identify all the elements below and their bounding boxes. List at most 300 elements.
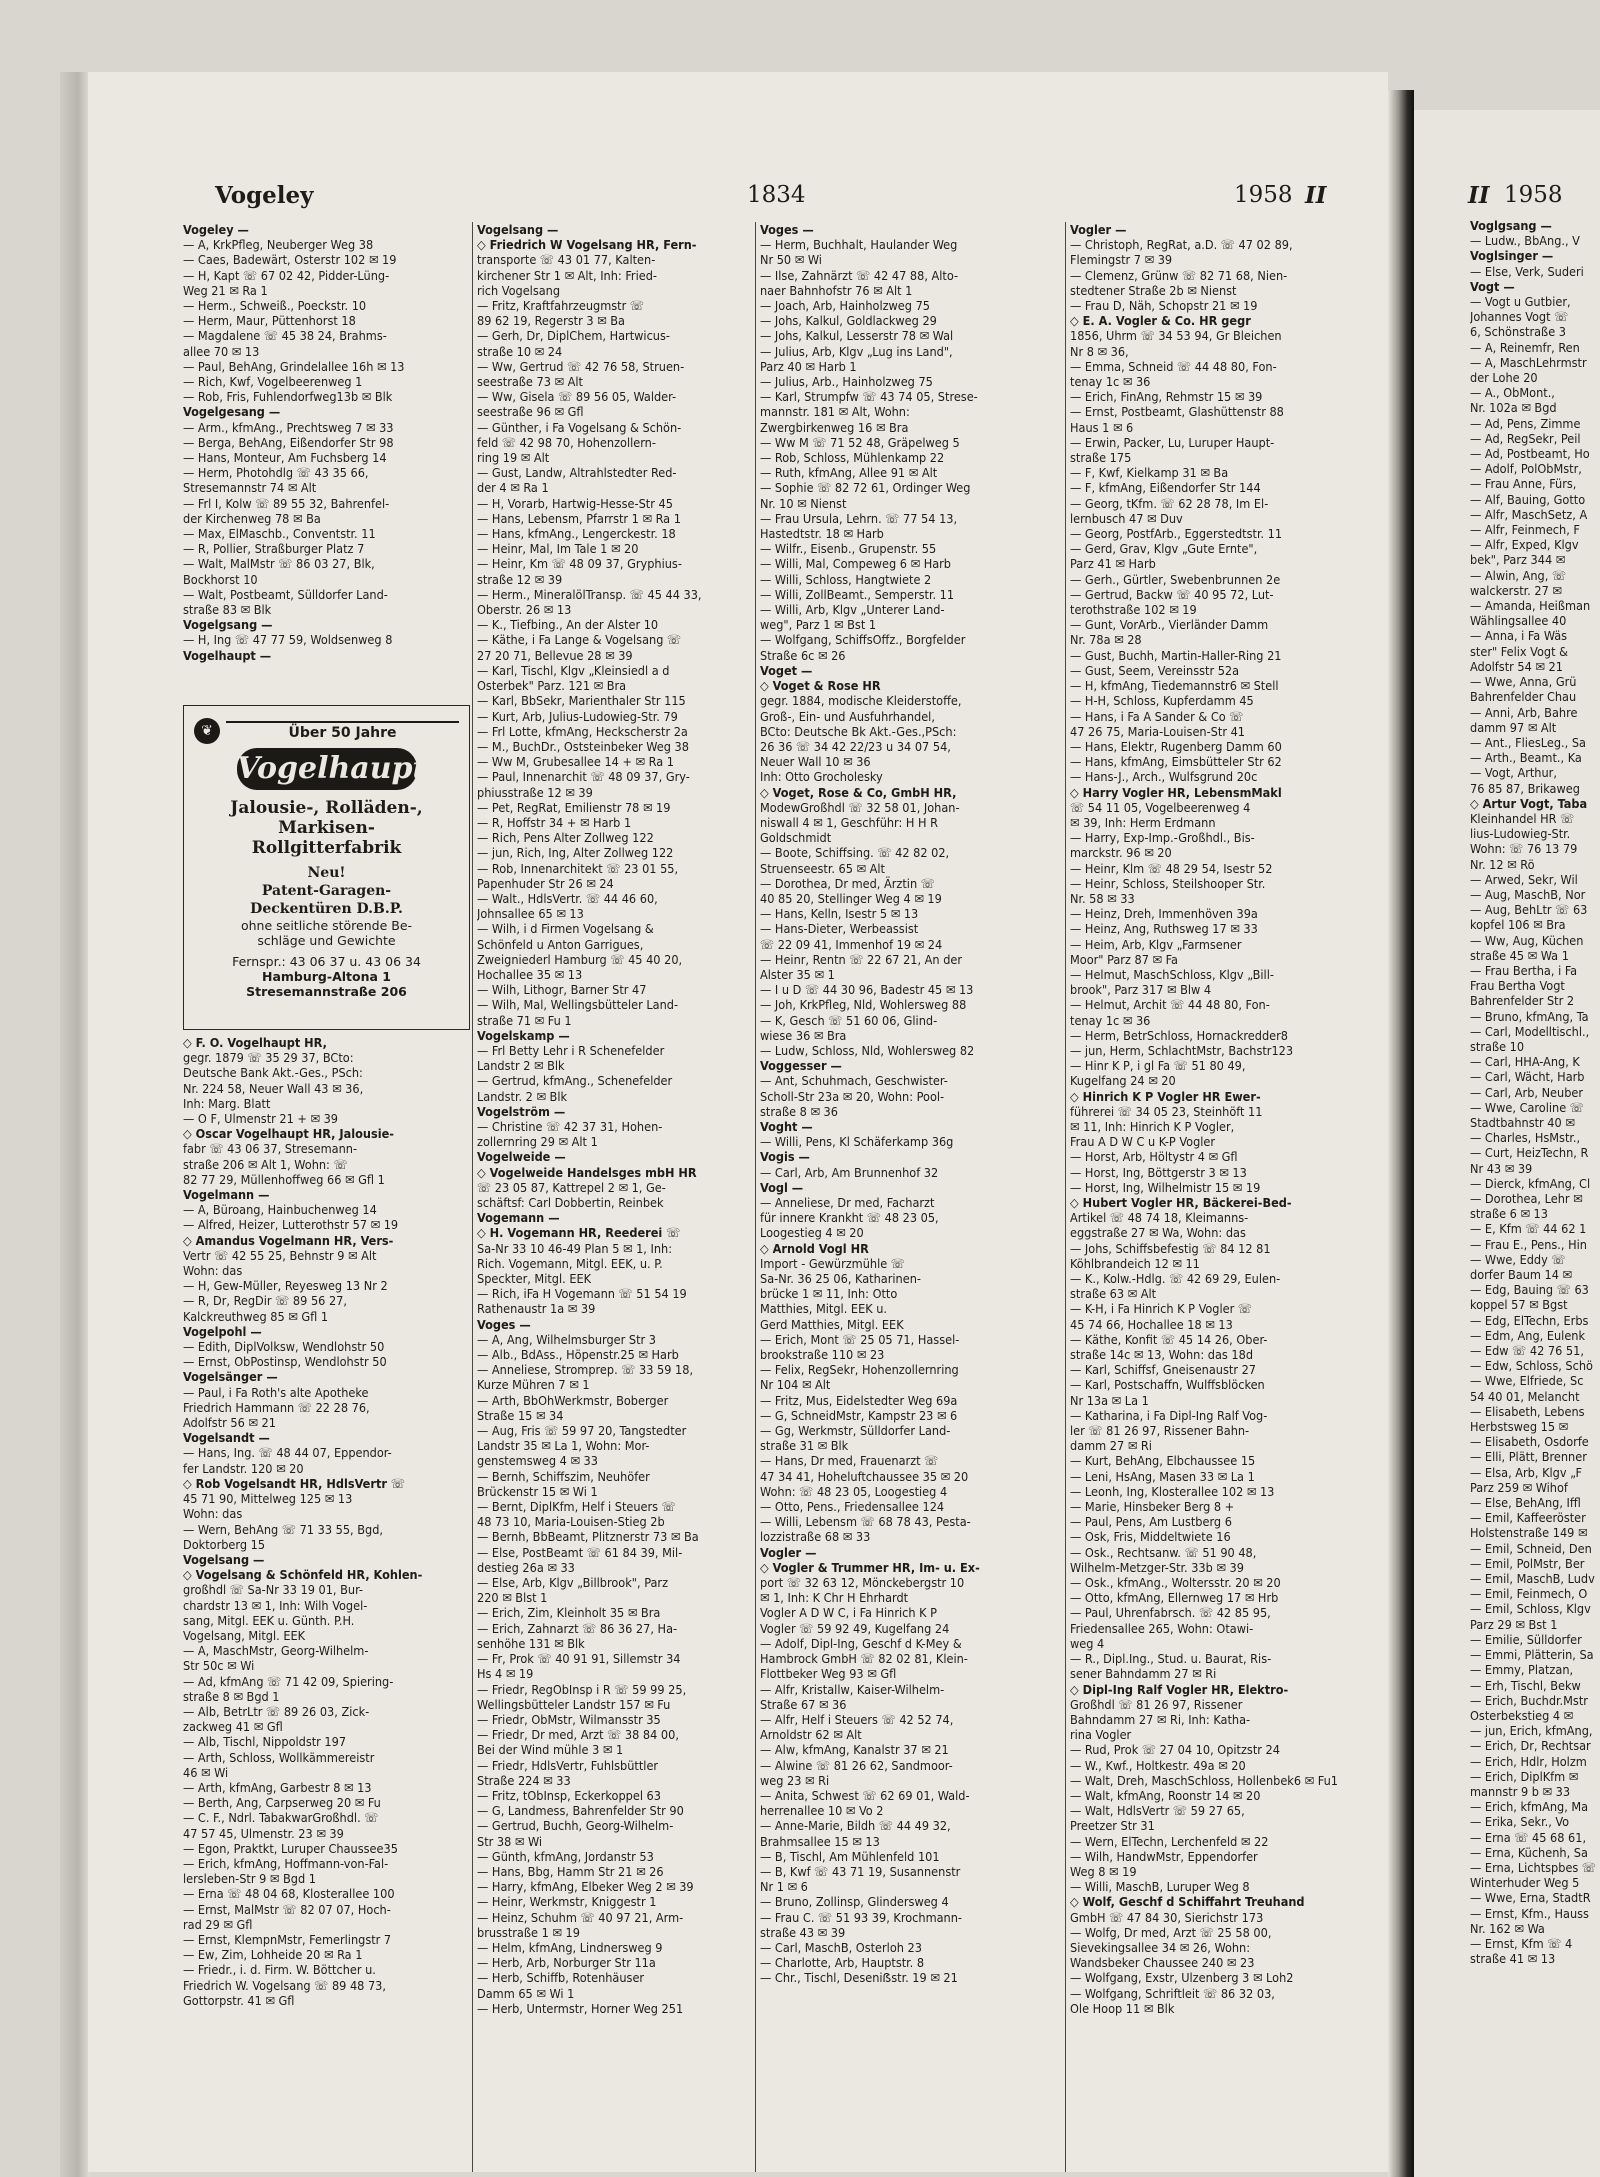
- directory-entry-line: — Hans, Elektr, Rugenberg Damm 60: [1070, 738, 1282, 754]
- directory-entry-line: mannstr 9 b ✉ 33: [1470, 1783, 1571, 1799]
- directory-entry-line: genstemsweg 4 ✉ 33: [477, 1453, 598, 1469]
- directory-entry-line: — Karl, Postschaffn, Wulffsblöcken: [1070, 1377, 1265, 1393]
- directory-entry-line: — Erwin, Packer, Lu, Luruper Haupt-: [1070, 434, 1275, 450]
- directory-entry-line: Nr 104 ✉ Alt: [760, 1377, 831, 1393]
- directory-entry-line: — Felix, RegSekr, Hohenzollernring: [760, 1362, 959, 1378]
- directory-entry-line: — Wilh, HandwMstr, Eppendorfer: [1070, 1848, 1258, 1864]
- directory-entry-line: — Alfr, MaschSetz, A: [1470, 506, 1588, 522]
- directory-entry-line: — Edith, DiplVolksw, Wendlohstr 50: [183, 1339, 385, 1355]
- directory-entry-line: — Carl, Arb, Am Brunnenhof 32: [760, 1164, 939, 1180]
- directory-entry-line: Straße 15 ✉ 34: [477, 1407, 564, 1423]
- directory-entry-line: — M., BuchDr., Oststeinbeker Weg 38: [477, 738, 689, 754]
- directory-entry-line: Vogelpohl —: [183, 1323, 262, 1339]
- directory-entry-line: — Rob, Fris, Fuhlendorfweg13b ✉ Blk: [183, 389, 393, 405]
- directory-entry-line: für innere Krankht ☏ 48 23 05,: [760, 1210, 939, 1226]
- directory-entry-line: — Herm., MineralölTransp. ☏ 45 44 33,: [477, 586, 702, 602]
- directory-entry-line: Flemingstr 7 ✉ 39: [1070, 252, 1173, 268]
- directory-entry-line: bek", Parz 344 ✉: [1470, 552, 1566, 568]
- directory-entry-line: Preetzer Str 31: [1070, 1818, 1155, 1834]
- directory-entry-line: feld ☏ 42 98 70, Hohenzollern-: [477, 434, 656, 450]
- directory-entry-line: — Käthe, i Fa Lange & Vogelsang ☏: [477, 632, 682, 648]
- directory-entry-line: Wandsbeker Chaussee 240 ✉ 23: [1070, 1955, 1255, 1971]
- directory-entry-line: — Frl Betty Lehr i R Schenefelder: [477, 1042, 665, 1058]
- directory-entry-line: Voglsinger —: [1470, 248, 1554, 264]
- directory-entry-line: ◇ Artur Vogt, Taba: [1470, 795, 1588, 811]
- directory-entry-line: Vogis —: [760, 1149, 810, 1165]
- directory-entry-line: Vogler ☏ 59 92 49, Kugelfang 24: [760, 1620, 950, 1636]
- directory-entry-line: Vogler —: [1070, 222, 1127, 237]
- directory-entry-line: — Else, Verk, Suderi: [1470, 263, 1584, 279]
- directory-entry-line: destieg 26a ✉ 33: [477, 1559, 575, 1575]
- directory-entry-line: — Frau C. ☏ 51 93 39, Krochmann-: [760, 1909, 962, 1925]
- directory-entry-line: — Heinr, Werkmstr, Kniggestr 1: [477, 1894, 657, 1910]
- directory-entry-line: straße 41 ✉ 13: [1470, 1951, 1556, 1967]
- directory-entry-line: straße 63 ✉ Alt: [1070, 1286, 1157, 1302]
- directory-entry-line: führerei ☏ 34 05 23, Steinhöft 11: [1070, 1103, 1263, 1119]
- directory-entry-line: lius-Ludowieg-Str.: [1470, 826, 1571, 842]
- directory-entry-line: dorfer Baum 14 ✉: [1470, 1267, 1573, 1283]
- directory-entry-line: Import - Gewürzmühle ☏: [760, 1255, 905, 1271]
- directory-entry-line: — Emil, Feinmech, O: [1470, 1586, 1588, 1602]
- directory-entry-line: — Wilfr., Eisenb., Grupenstr. 55: [760, 541, 937, 557]
- directory-entry-line: Loogestieg 4 ✉ 20: [760, 1225, 864, 1241]
- directory-entry-line: Johannes Vogt ☏: [1470, 309, 1569, 325]
- directory-entry-line: — Elsa, Arb, Klgv „F: [1470, 1464, 1583, 1480]
- directory-entry-line: weg 4: [1070, 1635, 1105, 1651]
- directory-entry-line: — A, MaschLehrmstr: [1470, 354, 1587, 370]
- directory-entry-line: — Hans, Lebensm, Pfarrstr 1 ✉ Ra 1: [477, 510, 681, 526]
- directory-entry-line: — Heinr, Km ☏ 48 09 37, Gryphius-: [477, 556, 682, 572]
- directory-entry-line: — O F, Ulmenstr 21 + ✉ 39: [183, 1111, 338, 1127]
- directory-entry-line: — Paul, i Fa Roth's alte Apotheke: [183, 1384, 369, 1400]
- directory-entry-line: Bahrenfelder Chau: [1470, 689, 1577, 705]
- directory-entry-line: ler ☏ 81 26 97, Rissener Bahn-: [1070, 1423, 1250, 1439]
- directory-entry-line: — A, KrkPfleg, Neuberger Weg 38: [183, 237, 374, 253]
- directory-entry-line: Vogelsänger —: [183, 1369, 278, 1385]
- directory-entry-line: rich Vogelsang: [477, 282, 561, 298]
- directory-entry-line: — Horst, Ing, Böttgerstr 3 ✉ 13: [1070, 1164, 1247, 1180]
- directory-entry-line: — K., Kolw.-Hdlg. ☏ 42 69 29, Eulen-: [1070, 1271, 1281, 1287]
- directory-entry-line: straße 83 ✉ Blk: [183, 602, 272, 618]
- directory-entry-line: Sa-Nr 33 10 46-49 Plan 5 ✉ 1, Inh:: [477, 1240, 673, 1256]
- directory-entry-line: — F, kfmAng, Eißendorfer Str 144: [1070, 480, 1261, 496]
- directory-entry-line: Vertr ☏ 42 55 25, Behnstr 9 ✉ Alt: [183, 1247, 377, 1263]
- directory-entry-line: — Paul, BehAng, Grindelallee 16h ✉ 13: [183, 358, 405, 374]
- directory-entry-line: eggstraße 27 ✉ Wa, Wohn: das: [1070, 1225, 1246, 1241]
- directory-entry-line: — Ew, Zim, Lohheide 20 ✉ Ra 1: [183, 1947, 363, 1963]
- directory-entry-line: Zwergbirkenweg 16 ✉ Bra: [760, 419, 909, 435]
- directory-entry-line: — Alb, BetrLtr ☏ 89 26 03, Zick-: [183, 1703, 370, 1719]
- directory-entry-line: — Erika, Sekr., Vo: [1470, 1814, 1570, 1830]
- directory-entry-line: — Herm., Schweiß., Poeckstr. 10: [183, 298, 367, 314]
- directory-entry-line: — Gust, Seem, Vereinsstr 52a: [1070, 662, 1240, 678]
- directory-entry-line: Vogt —: [1470, 278, 1515, 294]
- running-head: Vogeley: [215, 182, 314, 209]
- directory-entry-line: Str 50c ✉ Wi: [183, 1658, 255, 1674]
- directory-entry-line: Wellingsbütteler Landstr 157 ✉ Fu: [477, 1696, 671, 1712]
- directory-entry-line: — Herm, BetrSchloss, Hornackredder8: [1070, 1027, 1288, 1043]
- directory-entry-line: — Wwe, Eddy ☏: [1470, 1251, 1566, 1267]
- directory-entry-line: — Frl I, Kolw ☏ 89 55 32, Bahrenfel-: [183, 495, 390, 511]
- directory-entry-line: — Willi, ZollBeamt., Semperstr. 11: [760, 586, 955, 602]
- directory-entry-line: BCto: Deutsche Bk Akt.-Ges.,PSch:: [760, 723, 957, 739]
- directory-entry-line: 47 34 41, Hoheluftchaussee 35 ✉ 20: [760, 1468, 969, 1484]
- directory-entry-line: straße 10: [1470, 1038, 1525, 1054]
- directory-entry-line: 46 ✉ Wi: [183, 1764, 229, 1780]
- directory-entry-line: — Kurt, BehAng, Elbchaussee 15: [1070, 1453, 1256, 1469]
- directory-entry-line: Groß-, Ein- und Ausfuhrhandel,: [760, 708, 935, 724]
- directory-entry-line: — Heim, Arb, Klgv „Farmsener: [1070, 936, 1242, 952]
- directory-entry-line: Vogelmann —: [183, 1187, 270, 1203]
- column-rule: [472, 222, 473, 2172]
- directory-entry-line: 89 62 19, Regerstr 3 ✉ Ba: [477, 313, 625, 329]
- directory-entry-line: allee 70 ✉ 13: [183, 343, 260, 359]
- directory-entry-line: — Carl, HHA-Ang, K: [1470, 1054, 1580, 1070]
- directory-entry-line: seestraße 96 ✉ Gfl: [477, 404, 584, 420]
- directory-entry-line: zackweg 41 ✉ Gfl: [183, 1719, 283, 1735]
- directory-entry-line: — Ad, Postbeamt, Ho: [1470, 446, 1590, 462]
- directory-entry-line: Nr. 12 ✉ Rö: [1470, 856, 1535, 872]
- directory-entry-line: lernbusch 47 ✉ Duv: [1070, 510, 1183, 526]
- directory-entry-line: seestraße 73 ✉ Alt: [477, 374, 583, 390]
- directory-entry-line: Kugelfang 24 ✉ 20: [1070, 1073, 1176, 1089]
- directory-entry-line: — Hinr K P, i gl Fa ☏ 51 80 49,: [1070, 1058, 1246, 1074]
- entries-column-2: [477, 222, 753, 2016]
- directory-entry-line: — Hans, kfmAng., Lengerckestr. 18: [477, 526, 676, 542]
- directory-entry-line: — Anna, i Fa Wäs: [1470, 628, 1568, 644]
- volume-number: II: [1305, 182, 1327, 209]
- directory-entry-line: Adolfstr 54 ✉ 21: [1470, 658, 1563, 674]
- directory-entry-line: Adolfstr 56 ✉ 21: [183, 1415, 276, 1431]
- directory-entry-line: — Heinr, Rentn ☏ 22 67 21, An der: [760, 951, 963, 967]
- directory-entry-line: — Adolf, Dipl-Ing, Geschf d K-Mey &: [760, 1635, 962, 1651]
- directory-entry-line: — Erich, Hdlr, Holzm: [1470, 1753, 1587, 1769]
- directory-entry-line: — Emil, MaschB, Ludv: [1470, 1571, 1595, 1587]
- directory-entry-line: — Otto, Pens., Friedensallee 124: [760, 1499, 945, 1515]
- directory-entry-line: — Erich, Buchdr.Mstr: [1470, 1692, 1588, 1708]
- directory-entry-line: — Fritz, Kraftfahrzeugmstr ☏: [477, 298, 645, 314]
- directory-entry-line: straße 14c ✉ 13, Wohn: das 18d: [1070, 1347, 1254, 1363]
- directory-entry-line: — Erich, Zahnarzt ☏ 86 36 27, Ha-: [477, 1620, 678, 1636]
- directory-entry-line: — Edg, ElTechn, Erbs: [1470, 1312, 1589, 1328]
- directory-entry-line: Johnsallee 65 ✉ 13: [477, 906, 584, 922]
- directory-entry-line: — Clemenz, Grünw ☏ 82 71 68, Nien-: [1070, 267, 1288, 283]
- directory-entry-line: — Ww M ☏ 71 52 48, Gräpelweg 5: [760, 434, 960, 450]
- directory-entry-line: — Karl, BbSekr, Marienthaler Str 115: [477, 693, 686, 709]
- directory-entry-line: Vogelström —: [477, 1103, 566, 1119]
- directory-entry-line: Vogler A D W C, i Fa Hinrich K P: [760, 1605, 938, 1621]
- directory-entry-line: Frau A D W C u K-P Vogler: [1070, 1134, 1216, 1150]
- directory-entry-line: ◇ Voget & Rose HR: [760, 678, 881, 694]
- directory-entry-line: — Heinz, Ang, Ruthsweg 17 ✉ 33: [1070, 921, 1258, 937]
- directory-entry-line: schäftsf: Carl Dobbertin, Reinbek: [477, 1195, 664, 1210]
- directory-entry-line: — W., Kwf., Holtkestr. 49a ✉ 20: [1070, 1757, 1246, 1773]
- directory-entry-line: — Ad, Pens, Zimme: [1470, 415, 1581, 431]
- directory-entry-line: der Lohe 20: [1470, 370, 1538, 386]
- directory-entry-line: Bahrenfelder Str 2: [1470, 993, 1575, 1009]
- directory-entry-line: — Else, BehAng, Iffl: [1470, 1495, 1581, 1511]
- directory-entry-line: — Willi, Pens, Kl Schäferkamp 36g: [760, 1134, 954, 1150]
- directory-entry-line: Flottbeker Weg 93 ✉ Gfl: [760, 1666, 897, 1682]
- directory-entry-line: Brückenstr 15 ✉ Wi 1: [477, 1483, 598, 1499]
- directory-entry-line: — Julius, Arb., Hainholzweg 75: [760, 374, 933, 390]
- directory-entry-line: — Paul, Pens, Am Lustberg 6: [1070, 1514, 1232, 1530]
- next-page-volume: II: [1468, 182, 1490, 209]
- directory-entry-line: — Ww, Gertrud ☏ 42 76 58, Struen-: [477, 358, 685, 374]
- directory-entry-line: — Chr., Tischl, Deseniẞstr. 19 ✉ 21: [760, 1970, 958, 1986]
- directory-entry-line: brookstraße 110 ✉ 23: [760, 1347, 885, 1363]
- directory-entry-line: — Ernst, MalMstr ☏ 82 07 07, Hoch-: [183, 1901, 391, 1917]
- directory-entry-line: — Willi, Mal, Compeweg 6 ✉ Harb: [760, 556, 952, 572]
- directory-entry-line: — Alw, kfmAng, Kanalstr 37 ✉ 21: [760, 1742, 949, 1758]
- directory-entry-line: Friedrich W. Vogelsang ☏ 89 48 73,: [183, 1977, 386, 1993]
- ad-line: Rollgitterfabrik: [251, 838, 402, 858]
- directory-entry-line: — Curt, HeizTechn, R: [1470, 1145, 1589, 1161]
- directory-entry-line: — Gertrud, Backw ☏ 40 95 72, Lut-: [1070, 586, 1274, 602]
- directory-entry-line: straße 8 ✉ Bgd 1: [183, 1688, 280, 1704]
- directory-entry-line: — Ad, RegSekr, Peil: [1470, 430, 1581, 446]
- directory-entry-line: Hastedtstr. 18 ✉ Harb: [760, 526, 884, 542]
- directory-entry-line: — Alf, Bauing, Gotto: [1470, 491, 1586, 507]
- directory-entry-line: — Wolfgang, SchiffsOffz., Borgfelder: [760, 632, 966, 648]
- directory-entry-line: ☏ 22 09 41, Immenhof 19 ✉ 24: [760, 936, 943, 952]
- directory-entry-line: — Adolf, PolObMstr,: [1470, 461, 1582, 477]
- directory-entry-line: 40 85 20, Stellinger Weg 4 ✉ 19: [760, 890, 942, 906]
- directory-entry-line: — Joach, Arb, Hainholzweg 75: [760, 298, 930, 314]
- directory-entry-line: kirchener Str 1 ✉ Alt, Inh: Fried-: [477, 267, 657, 283]
- directory-entry-line: — Katharina, i Fa Dipl-Ing Ralf Vog-: [1070, 1407, 1268, 1423]
- directory-entry-line: — Else, Arb, Klgv „Billbrook", Parz: [477, 1575, 669, 1591]
- directory-entry-line: — Friedr, HdlsVertr, Fuhlsbüttler: [477, 1757, 659, 1773]
- directory-entry-line: — Wilh, Mal, Wellingsbütteler Land-: [477, 997, 679, 1013]
- directory-entry-line: Inh: Otto Grocholesky: [760, 769, 883, 785]
- directory-entry-line: Nr 13a ✉ La 1: [1070, 1392, 1149, 1408]
- directory-entry-line: — G, SchneidMstr, Kampstr 23 ✉ 6: [760, 1407, 958, 1423]
- directory-entry-line: Nr. 10 ✉ Nienst: [760, 495, 847, 511]
- directory-entry-line: — Elisabeth, Lebens: [1470, 1403, 1585, 1419]
- directory-entry-line: — Rud, Prok ☏ 27 04 10, Opitzstr 24: [1070, 1742, 1280, 1758]
- directory-entry-line: — Amanda, Heißman: [1470, 598, 1591, 614]
- directory-entry-line: Kalckreuthweg 85 ✉ Gfl 1: [183, 1308, 329, 1324]
- directory-entry-line: — Anneliese, Dr med, Facharzt: [760, 1195, 935, 1210]
- directory-entry-line: Vogelsang —: [183, 1551, 265, 1567]
- directory-entry-line: — Aug, BehLtr ☏ 63: [1470, 902, 1588, 918]
- directory-entry-line: ✉ 11, Inh: Hinrich K P Vogler,: [1070, 1118, 1235, 1134]
- directory-entry-line: Parz 40 ✉ Harb 1: [760, 358, 857, 374]
- directory-entry-line: — Erh, Tischl, Bekw: [1470, 1677, 1581, 1693]
- directory-entry-line: — Wwe, Caroline ☏: [1470, 1099, 1584, 1115]
- directory-entry-line: Hambrock GmbH ☏ 82 02 81, Klein-: [760, 1651, 968, 1667]
- directory-entry-line: 220 ✉ Blst 1: [477, 1590, 548, 1606]
- directory-entry-line: Papenhuder Str 26 ✉ 24: [477, 875, 614, 891]
- directory-entry-line: Wählingsallee 40: [1470, 613, 1567, 629]
- directory-entry-line: — Berth, Ang, Carpserweg 20 ✉ Fu: [183, 1795, 381, 1811]
- directory-entry-line: ◇ Oscar Vogelhaupt HR, Jalousie-: [183, 1126, 395, 1142]
- directory-entry-line: ◇ Friedrich W Vogelsang HR, Fern-: [477, 237, 697, 253]
- directory-entry-line: — Marie, Hinsbeker Berg 8 +: [1070, 1499, 1235, 1515]
- directory-entry-line: — Ernst, Postbeamt, Glashüttenstr 88: [1070, 404, 1284, 420]
- directory-entry-line: — Hans, Ing. ☏ 48 44 07, Eppendor-: [183, 1445, 392, 1461]
- directory-entry-line: — H, Kapt ☏ 67 02 42, Pidder-Lüng-: [183, 267, 390, 283]
- directory-entry-line: — Edg, Bauing ☏ 63: [1470, 1282, 1589, 1298]
- directory-entry-line: — Emilie, Sülldorfer: [1470, 1631, 1582, 1647]
- directory-entry-line: Hochallee 35 ✉ 13: [477, 966, 583, 982]
- directory-entry-line: — Walt., HdlsVertr. ☏ 44 46 60,: [477, 890, 658, 906]
- directory-entry-line: — A, Ang, Wilhelmsburger Str 3: [477, 1331, 656, 1347]
- directory-entry-line: — Ludw., BbAng., V: [1470, 233, 1580, 249]
- directory-entry-line: phiusstraße 12 ✉ 39: [477, 784, 593, 800]
- directory-entry-line: — Alwine ☏ 81 26 62, Sandmoor-: [760, 1757, 953, 1773]
- ad-address: Stresemannstraße 206: [246, 984, 407, 999]
- directory-entry-line: koppel 57 ✉ Bgst: [1470, 1297, 1568, 1313]
- directory-entry-line: — Erich, FinAng, Rehmstr 15 ✉ 39: [1070, 389, 1263, 405]
- directory-entry-line: straße 71 ✉ Fu 1: [477, 1012, 572, 1028]
- directory-entry-line: — Erich, DiplKfm ✉: [1470, 1768, 1579, 1784]
- directory-entry-line: — Alfr, Exped, Klgv: [1470, 537, 1579, 553]
- directory-entry-line: — Gerd, Grav, Klgv „Gute Ernte",: [1070, 541, 1258, 557]
- directory-entry-line: Großhdl ☏ 81 26 97, Rissener: [1070, 1696, 1243, 1712]
- directory-entry-line: Vogelgesang —: [183, 404, 281, 420]
- directory-entry-line: — Erna, Lichtspbes ☏: [1470, 1859, 1597, 1875]
- directory-entry-line: — Ernst, Kfm., Hauss: [1470, 1905, 1589, 1921]
- directory-entry-line: — Dorothea, Lehr ✉: [1470, 1191, 1583, 1206]
- directory-entry-line: — R, Hoffstr 34 + ✉ Harb 1: [477, 814, 632, 830]
- directory-entry-line: — Alfr, Feinmech, F: [1470, 522, 1580, 538]
- directory-entry-line: 1856, Uhrm ☏ 34 53 94, Gr Bleichen: [1070, 328, 1282, 344]
- directory-entry-line: — Pet, RegRat, Emilienstr 78 ✉ 19: [477, 799, 671, 815]
- directory-entry-line: Bei der Wind mühle 3 ✉ 1: [477, 1742, 624, 1758]
- directory-entry-line: — Erich, Dr, Rechtsar: [1470, 1738, 1591, 1754]
- directory-entry-line: — Elisabeth, Osdorfe: [1470, 1434, 1589, 1450]
- directory-entry-line: ◇ E. A. Vogler & Co. HR gegr: [1070, 313, 1251, 329]
- directory-entry-line: — Gertrud, Buchh, Georg-Wilhelm-: [477, 1818, 674, 1834]
- directory-entry-line: straße 12 ✉ 39: [477, 571, 563, 587]
- directory-entry-line: Wohn: ☏ 48 23 05, Loogestieg 4: [760, 1483, 948, 1499]
- directory-entry-line: — Christoph, RegRat, a.D. ☏ 47 02 89,: [1070, 237, 1293, 253]
- directory-entry-line: ◇ F. O. Vogelhaupt HR,: [183, 1035, 327, 1050]
- directory-entry-line: — Fritz, Mus, Eidelstedter Weg 69a: [760, 1392, 958, 1408]
- directory-entry-line: — Käthe, Konfit ☏ 45 14 26, Ober-: [1070, 1331, 1268, 1347]
- directory-entry-line: — Georg, tKfm. ☏ 62 28 78, Im El-: [1070, 495, 1269, 511]
- directory-entry-line: — Herm, Maur, Püttenhorst 18: [183, 313, 356, 329]
- directory-entry-line: — Bernh, Schiffszim, Neuhöfer: [477, 1468, 650, 1484]
- directory-entry-line: der 4 ✉ Ra 1: [477, 480, 549, 496]
- directory-entry-line: — Heinr, Klm ☏ 48 29 54, Isestr 52: [1070, 860, 1273, 876]
- directory-entry-line: — Joh, KrkPfleg, Nld, Wohlersweg 88: [760, 997, 967, 1013]
- directory-entry-line: Herbstsweg 15 ✉: [1470, 1419, 1569, 1435]
- directory-entry-line: — Charlotte, Arb, Hauptstr. 8: [760, 1955, 925, 1971]
- directory-entry-line: lersleben-Str 9 ✉ Bgd 1: [183, 1871, 316, 1887]
- directory-entry-line: kopfel 106 ✉ Bra: [1470, 917, 1566, 933]
- directory-entry-line: Nr. 162 ✉ Wa: [1470, 1920, 1545, 1936]
- directory-entry-line: — Gertrud, kfmAng., Schenefelder: [477, 1073, 673, 1089]
- directory-entry-line: — H, Gew-Müller, Reyesweg 13 Nr 2: [183, 1278, 388, 1294]
- directory-entry-line: Nr. 58 ✉ 33: [1070, 890, 1135, 906]
- directory-entry-line: — Gust, Landw, Altrahlstedter Red-: [477, 465, 677, 481]
- directory-entry-line: Voglgsang —: [1470, 218, 1552, 233]
- directory-entry-line: — Johs, Kalkul, Lesserstr 78 ✉ Wal: [760, 328, 954, 344]
- directory-entry-line: — Edw, Schloss, Schö: [1470, 1358, 1593, 1374]
- directory-entry-line: — Carl, Wächt, Harb: [1470, 1069, 1585, 1085]
- directory-entry-line: Straße 224 ✉ 33: [477, 1772, 571, 1788]
- directory-entry-line: herrenallee 10 ✉ Vo 2: [760, 1803, 884, 1819]
- directory-entry-line: — Elli, Plätt, Brenner: [1470, 1449, 1587, 1465]
- directory-entry-line: lozzistraße 68 ✉ 33: [760, 1529, 871, 1545]
- directory-entry-line: — Kurt, Arb, Julius-Ludowieg-Str. 79: [477, 708, 678, 724]
- directory-entry-line: der Kirchenweg 78 ✉ Ba: [183, 510, 321, 526]
- directory-entry-line: — Dorothea, Dr med, Ärztin ☏: [760, 875, 935, 891]
- directory-entry-line: — Heinz, Dreh, Immenhöven 39a: [1070, 906, 1258, 922]
- directory-entry-line: brusstraße 1 ✉ 19: [477, 1924, 580, 1940]
- directory-entry-line: Doktorberg 15: [183, 1536, 266, 1552]
- directory-entry-line: Str 38 ✉ Wi: [477, 1833, 543, 1849]
- directory-entry-line: — Willi, Lebensm ☏ 68 78 43, Pesta-: [760, 1514, 971, 1530]
- directory-entry-line: ◇ Harry Vogler HR, LebensmMakl: [1070, 784, 1282, 800]
- directory-entry-line: — Egon, Praktkt, Luruper Chaussee35: [183, 1840, 398, 1856]
- directory-entry-line: wiese 36 ✉ Bra: [760, 1027, 847, 1043]
- directory-entry-line: — Gust, Buchh, Martin-Haller-Ring 21: [1070, 647, 1282, 663]
- directory-entry-line: Voget —: [760, 662, 813, 678]
- directory-entry-line: Struenseestr. 65 ✉ Alt: [760, 860, 885, 876]
- directory-entry-line: ☏ 54 11 05, Vogelbeerenweg 4: [1070, 799, 1251, 815]
- directory-entry-line: — Emmi, Plätterin, Sa: [1470, 1647, 1594, 1663]
- directory-entry-line: Wilhelm-Metzger-Str. 33b ✉ 39: [1070, 1559, 1244, 1575]
- directory-entry-line: — Ww M, Grubesallee 14 + ✉ Ra 1: [477, 754, 674, 770]
- directory-entry-line: Voges —: [477, 1316, 531, 1332]
- directory-entry-line: — Bernt, DiplKfm, Helf i Steuers ☏: [477, 1499, 676, 1515]
- directory-entry-line: — B, Tischl, Am Mühlenfeld 101: [760, 1848, 940, 1864]
- directory-entry-line: Straße 67 ✉ 36: [760, 1696, 847, 1712]
- directory-entry-line: walckerstr. 27 ✉: [1470, 582, 1562, 598]
- directory-entry-line: — Arwed, Sekr, Wil: [1470, 871, 1578, 887]
- directory-entry-line: — A, MaschMstr, Georg-Wilhelm-: [183, 1643, 369, 1659]
- next-page-year: 1958: [1504, 182, 1563, 208]
- directory-entry-line: — Wilh, Lithogr, Barner Str 47: [477, 982, 647, 998]
- directory-entry-line: Matthies, Mitgl. EEK u.: [760, 1301, 888, 1317]
- directory-entry-line: Zweigniederl Hamburg ☏ 45 40 20,: [477, 951, 683, 967]
- directory-entry-line: — A, Reinemfr, Ren: [1470, 339, 1580, 355]
- ad-line: Markisen-: [278, 818, 375, 838]
- directory-entry-line: — Walt, Dreh, MaschSchloss, Hollenbek6 ✉ Fu1: [1070, 1772, 1338, 1788]
- directory-entry-line: — R, Pollier, Straßburger Platz 7: [183, 541, 365, 557]
- directory-entry-line: 26 36 ☏ 34 42 22/23 u 34 07 54,: [760, 738, 951, 754]
- directory-entry-line: — Emil, Schneid, Den: [1470, 1540, 1592, 1556]
- directory-entry-line: — Emil, PolMstr, Ber: [1470, 1555, 1585, 1571]
- directory-entry-line: Osterbek" Parz. 121 ✉ Bra: [477, 678, 627, 694]
- directory-entry-line: tenay 1c ✉ 36: [1070, 1012, 1151, 1028]
- directory-entry-line: — Anni, Arb, Bahre: [1470, 704, 1578, 720]
- page-number: 1834: [747, 182, 806, 208]
- directory-entry-line: brook", Parz 317 ✉ Blw 4: [1070, 982, 1212, 998]
- directory-entry-line: — Johs, Schiffsbefestig ☏ 84 12 81: [1070, 1240, 1271, 1256]
- directory-entry-line: Sa-Nr. 36 25 06, Katharinen-: [760, 1271, 921, 1287]
- directory-entry-line: — Wilh, i d Firmen Vogelsang &: [477, 921, 654, 937]
- directory-entry-line: — Dierck, kfmAng, Cl: [1470, 1175, 1591, 1191]
- directory-entry-line: Rathenaustr 1a ✉ 39: [477, 1301, 596, 1317]
- directory-entry-line: Vogemann —: [477, 1210, 560, 1226]
- directory-entry-line: Wohn: ☏ 76 13 79: [1470, 841, 1578, 857]
- ad-slogan: Über 50 Jahre: [226, 721, 459, 741]
- directory-entry-line: — Ant, Schuhmach, Geschwister-: [760, 1073, 948, 1089]
- directory-entry-line: Landstr 35 ✉ La 1, Wohn: Mor-: [477, 1438, 650, 1454]
- directory-entry-line: Weg 8 ✉ 19: [1070, 1863, 1137, 1879]
- directory-entry-line: — Vogt u Gutbier,: [1470, 294, 1571, 310]
- ad-line: Neu!: [307, 865, 346, 881]
- directory-entry-line: Hs 4 ✉ 19: [477, 1666, 534, 1682]
- directory-entry-line: — Aug, Fris ☏ 59 97 20, Tangstedter: [477, 1423, 687, 1439]
- directory-entry-line: — Günther, i Fa Vogelsang & Schön-: [477, 419, 682, 435]
- directory-entry-line: ster" Felix Vogt &: [1470, 643, 1568, 659]
